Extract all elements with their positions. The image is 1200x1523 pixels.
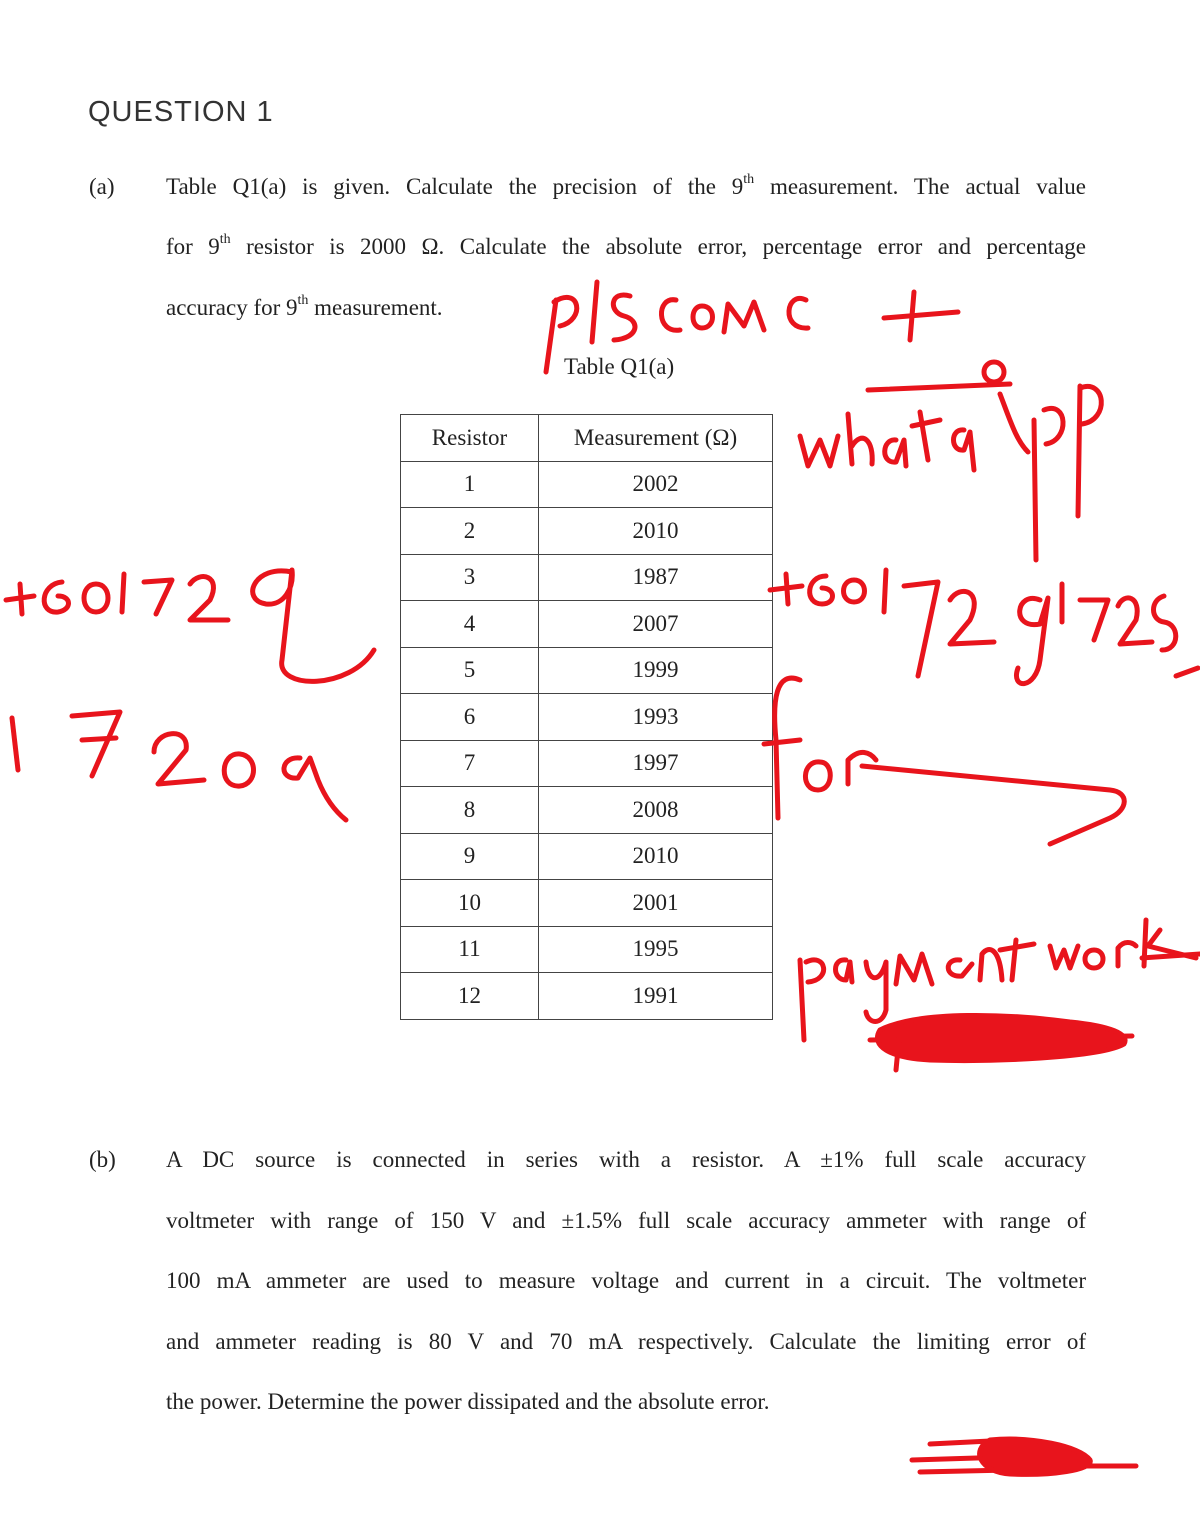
measurement-cell: 2010	[539, 508, 773, 555]
measurement-cell: 2001	[539, 880, 773, 927]
resistor-cell: 9	[401, 833, 539, 880]
part-a-label: (a)	[89, 174, 115, 199]
measurement-cell: 2010	[539, 833, 773, 880]
handwriting-bottom-blot	[912, 1439, 1136, 1474]
part-a-line-1-rest: measurement. The actual value	[754, 174, 1087, 199]
part-a-line-3-sup: th	[297, 293, 309, 309]
table-row	[401, 461, 773, 508]
handwriting-right-number	[770, 570, 1198, 684]
table-row	[401, 787, 773, 834]
header-resistor: Resistor	[401, 415, 539, 462]
resistor-cell: 8	[401, 787, 539, 834]
part-a-line-3-rest: measurement.	[308, 295, 443, 320]
resistor-cell: 1	[401, 461, 539, 508]
table-row	[401, 647, 773, 694]
table-caption: Table Q1(a)	[564, 354, 675, 379]
part-b-label: (b)	[89, 1147, 116, 1172]
measurement-cell: 1993	[539, 694, 773, 741]
table-row	[401, 880, 773, 927]
part-a-line-2-text: for 9	[166, 234, 220, 259]
measurement-cell: 2002	[539, 461, 773, 508]
handwriting-left-number	[6, 570, 374, 820]
resistor-cell: 6	[401, 694, 539, 741]
resistor-cell: 2	[401, 508, 539, 555]
question-heading: QUESTION 1	[88, 96, 274, 128]
resistor-cell: 11	[401, 926, 539, 973]
handwriting-payment-work	[800, 920, 1200, 1040]
table-row	[401, 926, 773, 973]
resistor-cell: 12	[401, 973, 539, 1020]
header-measurement: Measurement (Ω)	[539, 415, 773, 462]
table-row	[401, 833, 773, 880]
resistor-cell: 10	[401, 880, 539, 927]
table-row	[401, 508, 773, 555]
part-a-line-1	[166, 174, 1086, 200]
measurement-cell: 2008	[539, 787, 773, 834]
handwriting-whatapp	[800, 386, 1101, 560]
part-a-line-2-rest: resistor is 2000 Ω. Calculate the absolute error, percentage error and percentage	[230, 234, 1086, 259]
part-b-line-1: A DC source is connected in series with a resistor. A ±1% full scale accuracy	[166, 1147, 1086, 1172]
measurement-cell: 2007	[539, 601, 773, 648]
resistor-cell: 5	[401, 647, 539, 694]
measurement-cell: 1997	[539, 740, 773, 787]
handwriting-for	[764, 678, 1124, 844]
part-b-line-3: 100 mA ammeter are used to measure voltage and current in a circuit. The voltmeter	[166, 1268, 1086, 1293]
part-a-line-2-sup: th	[219, 232, 231, 248]
table-row	[401, 740, 773, 787]
part-a-line-2	[166, 234, 1086, 260]
part-b-line-2: voltmeter with range of 150 V and ±1.5% full scale accuracy ammeter with range of	[166, 1208, 1086, 1233]
part-a-line-3-text: accuracy for 9	[166, 295, 298, 320]
measurement-cell: 1987	[539, 554, 773, 601]
resistor-cell: 7	[401, 740, 539, 787]
resistor-cell: 3	[401, 554, 539, 601]
part-b-line-4: and ammeter reading is 80 V and 70 mA respectively. Calculate the limiting error of	[166, 1329, 1086, 1354]
measurement-cell: 1995	[539, 926, 773, 973]
part-b-line-5: the power. Determine the power dissipated and the absolute error.	[166, 1389, 770, 1414]
table-row	[401, 601, 773, 648]
measurement-cell: 1991	[539, 973, 773, 1020]
handwriting-scribble-blot	[870, 1015, 1132, 1070]
table-row	[401, 694, 773, 741]
table-header-row	[401, 415, 773, 462]
part-a-line-1-text: Table Q1(a) is given. Calculate the precision of the 9	[166, 174, 744, 199]
measurement-table	[400, 414, 773, 1020]
table-row	[401, 554, 773, 601]
table-row	[401, 973, 773, 1020]
part-a-line-1-sup: th	[743, 172, 755, 188]
part-a-line-3	[166, 295, 443, 321]
resistor-cell: 4	[401, 601, 539, 648]
measurement-cell: 1999	[539, 647, 773, 694]
